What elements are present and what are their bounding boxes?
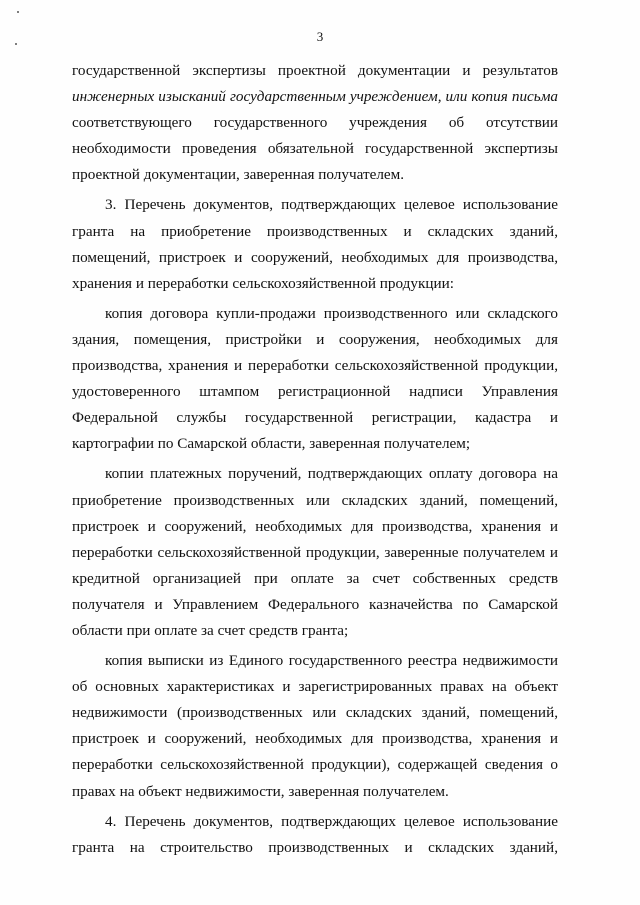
text-line: кредитной организацией при оплате за счет собственных средств	[72, 569, 558, 587]
text-line: пристроек и сооружений, необходимых для производства, хранения и	[72, 517, 558, 535]
text-line: Федеральной службы государственной регистрации, кадастра и	[72, 409, 558, 427]
text-line: 4. Перечень документов, подтверждающих целевое использование	[105, 812, 558, 830]
text-line: копии платежных поручений, подтверждающих оплату договора на	[105, 465, 558, 483]
text-line: картографии по Самарской области, заверенная получателем;	[72, 435, 471, 453]
text-line: переработки сельскохозяйственной продукции), содержащей сведения о	[72, 756, 558, 774]
text-line: 3. Перечень документов, подтверждающих целевое использование	[105, 196, 558, 214]
text-line: копия договора купли-продажи производственного или складского	[105, 304, 558, 322]
text-line: об основных характеристиках и зарегистрированных правах на объект	[72, 678, 558, 696]
text-line: переработки сельскохозяйственной продукции, заверенные получателем и	[72, 543, 558, 561]
text-line: производства, хранения и переработки сельскохозяйственной продукции,	[72, 357, 558, 375]
text-line: области при оплате за счет средств гранта;	[72, 621, 349, 639]
page-number: 3	[316, 29, 324, 44]
scan-speck	[17, 11, 19, 13]
text-line: гранта на строительство производственных и складских зданий,	[72, 838, 558, 856]
text-line: хранения и переработки сельскохозяйственной продукции:	[72, 274, 454, 292]
text-line: удостоверенного штампом регистрационной надписи Управления	[72, 383, 558, 401]
text-line: гранта на приобретение производственных и складских зданий,	[72, 222, 558, 240]
text-line: проектной документации, заверенная получателем.	[72, 166, 405, 184]
text-line: здания, помещения, пристройки и сооружения, необходимых для	[72, 330, 558, 348]
text-line: пристроек и сооружений, необходимых для производства, хранения и	[72, 730, 558, 748]
text-line: необходимости проведения обязательной государственной экспертизы	[72, 140, 558, 158]
text-line: инженерных изысканий государственным учреждением, или копия письма	[72, 88, 558, 106]
text-line: копия выписки из Единого государственного реестра недвижимости	[105, 652, 558, 670]
text-line: правах на объект недвижимости, заверенная получателем.	[72, 782, 449, 800]
text-line: приобретение производственных или складских зданий, помещений,	[72, 491, 558, 509]
text-line: помещений, пристроек и сооружений, необходимых для производства,	[72, 248, 558, 266]
document-body	[72, 58, 558, 861]
text-line: государственной экспертизы проектной документации и результатов	[72, 62, 558, 79]
text-line: недвижимости (производственных или складских зданий, помещений,	[72, 704, 558, 722]
text-line: соответствующего государственного учреждения об отсутствии	[72, 114, 558, 132]
text-line: получателя и Управлением Федерального казначейства по Самарской	[72, 595, 558, 613]
